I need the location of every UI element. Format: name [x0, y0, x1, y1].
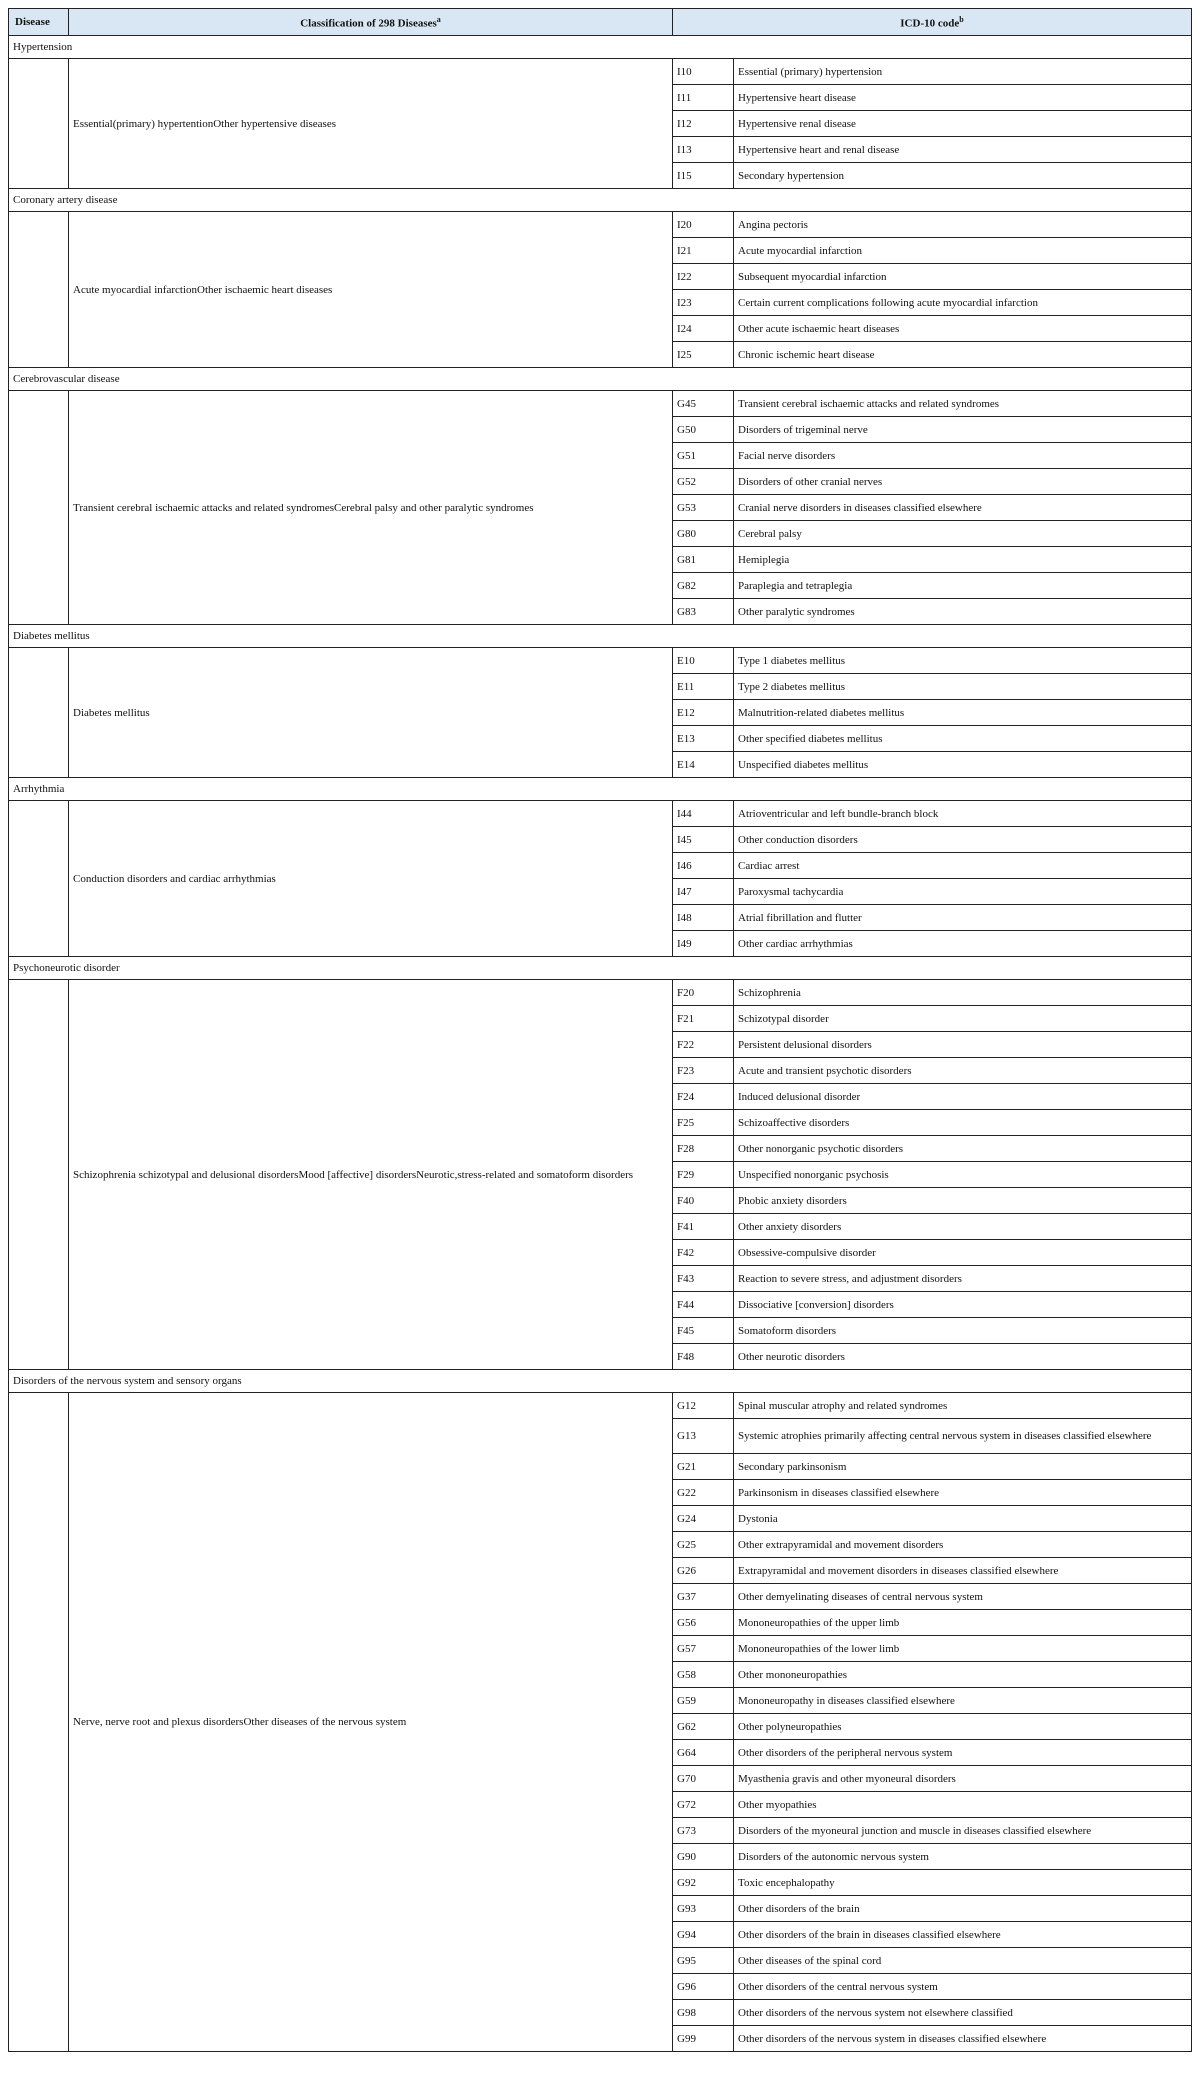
icd-description-cell: Myasthenia gravis and other myoneural disorders — [734, 1766, 1192, 1792]
icd-code-cell: I49 — [673, 931, 734, 957]
icd-code-cell: G21 — [673, 1454, 734, 1480]
icd-code-cell: E13 — [673, 726, 734, 752]
icd-description-cell: Essential (primary) hypertension — [734, 59, 1192, 85]
icd-code-cell: F45 — [673, 1318, 734, 1344]
icd-code-cell: E10 — [673, 648, 734, 674]
disease-category-row — [9, 778, 1192, 801]
icd-description-cell: Parkinsonism in diseases classified elsewhere — [734, 1480, 1192, 1506]
icd-code-cell: I15 — [673, 163, 734, 189]
icd-description-cell: Reaction to severe stress, and adjustment disorders — [734, 1266, 1192, 1292]
classification-cell: Nerve, nerve root and plexus disordersOther diseases of the nervous system — [69, 1393, 673, 2052]
icd-description-cell: Dystonia — [734, 1506, 1192, 1532]
icd-description-cell: Somatoform disorders — [734, 1318, 1192, 1344]
disease-category-row — [9, 625, 1192, 648]
icd-code-cell: I46 — [673, 853, 734, 879]
icd-code-cell: G92 — [673, 1870, 734, 1896]
icd-code-cell: G57 — [673, 1636, 734, 1662]
icd-code-cell: G52 — [673, 469, 734, 495]
icd-code-cell: F23 — [673, 1058, 734, 1084]
classification-cell: Essential(primary) hypertentionOther hypertensive diseases — [69, 59, 673, 189]
icd-code-cell: G98 — [673, 2000, 734, 2026]
icd-description-cell: Other disorders of the peripheral nervous system — [734, 1740, 1192, 1766]
header-disease: Disease — [9, 9, 69, 36]
icd-description-cell: Other paralytic syndromes — [734, 599, 1192, 625]
icd-description-cell: Other myopathies — [734, 1792, 1192, 1818]
icd-description-cell: Acute myocardial infarction — [734, 238, 1192, 264]
disease-category-label: Arrhythmia — [9, 778, 1192, 801]
icd-classification-table — [8, 8, 1192, 2052]
icd-description-cell: Paraplegia and tetraplegia — [734, 573, 1192, 599]
icd-description-cell: Hypertensive heart and renal disease — [734, 137, 1192, 163]
icd-description-cell: Mononeuropathy in diseases classified elsewhere — [734, 1688, 1192, 1714]
icd-code-cell: I25 — [673, 342, 734, 368]
icd-description-cell: Other demyelinating diseases of central nervous system — [734, 1584, 1192, 1610]
icd-code-cell: G25 — [673, 1532, 734, 1558]
icd-code-cell: I24 — [673, 316, 734, 342]
classification-cell: Diabetes mellitus — [69, 648, 673, 778]
icd-description-cell: Chronic ischemic heart disease — [734, 342, 1192, 368]
icd-code-cell: F41 — [673, 1214, 734, 1240]
icd-code-cell: I20 — [673, 212, 734, 238]
icd-description-cell: Certain current complications following acute myocardial infarction — [734, 290, 1192, 316]
icd-code-cell: G99 — [673, 2026, 734, 2052]
icd-description-cell: Disorders of other cranial nerves — [734, 469, 1192, 495]
icd-description-cell: Other specified diabetes mellitus — [734, 726, 1192, 752]
icd-description-cell: Dissociative [conversion] disorders — [734, 1292, 1192, 1318]
indent-cell — [9, 212, 69, 368]
disease-category-row — [9, 189, 1192, 212]
icd-code-cell: I23 — [673, 290, 734, 316]
icd-description-cell: Schizotypal disorder — [734, 1006, 1192, 1032]
icd-description-cell: Other polyneuropathies — [734, 1714, 1192, 1740]
icd-code-cell: G56 — [673, 1610, 734, 1636]
icd-code-cell: I44 — [673, 801, 734, 827]
icd-description-cell: Facial nerve disorders — [734, 443, 1192, 469]
icd-code-cell: G72 — [673, 1792, 734, 1818]
icd-description-cell: Extrapyramidal and movement disorders in diseases classified elsewhere — [734, 1558, 1192, 1584]
icd-description-cell: Disorders of the autonomic nervous system — [734, 1844, 1192, 1870]
icd-description-cell: Disorders of the myoneural junction and muscle in diseases classified elsewhere — [734, 1818, 1192, 1844]
icd-code-cell: G62 — [673, 1714, 734, 1740]
indent-cell — [9, 59, 69, 189]
icd-description-cell: Acute and transient psychotic disorders — [734, 1058, 1192, 1084]
icd-code-cell: I12 — [673, 111, 734, 137]
icd-description-cell: Toxic encephalopathy — [734, 1870, 1192, 1896]
icd-description-cell: Secondary hypertension — [734, 163, 1192, 189]
icd-description-cell: Transient cerebral ischaemic attacks and related syndromes — [734, 391, 1192, 417]
icd-description-cell: Type 2 diabetes mellitus — [734, 674, 1192, 700]
icd-code-cell: F28 — [673, 1136, 734, 1162]
icd-code-cell: G64 — [673, 1740, 734, 1766]
table-header-row — [9, 9, 1192, 36]
icd-description-cell: Mononeuropathies of the upper limb — [734, 1610, 1192, 1636]
indent-cell — [9, 1393, 69, 2052]
icd-code-cell: I48 — [673, 905, 734, 931]
icd-description-cell: Atrial fibrillation and flutter — [734, 905, 1192, 931]
icd-description-cell: Hemiplegia — [734, 547, 1192, 573]
icd-description-cell: Secondary parkinsonism — [734, 1454, 1192, 1480]
icd-code-cell: F29 — [673, 1162, 734, 1188]
icd-code-cell: E12 — [673, 700, 734, 726]
icd-code-cell: G59 — [673, 1688, 734, 1714]
table-row — [9, 801, 1192, 827]
table-row — [9, 648, 1192, 674]
icd-code-cell: E11 — [673, 674, 734, 700]
icd-description-cell: Cerebral palsy — [734, 521, 1192, 547]
icd-description-cell: Other anxiety disorders — [734, 1214, 1192, 1240]
icd-code-cell: G45 — [673, 391, 734, 417]
classification-cell: Transient cerebral ischaemic attacks and related syndromesCerebral palsy and other paralytic syndromes — [69, 391, 673, 625]
icd-description-cell: Schizophrenia — [734, 980, 1192, 1006]
table-row — [9, 980, 1192, 1006]
icd-code-cell: G58 — [673, 1662, 734, 1688]
icd-description-cell: Phobic anxiety disorders — [734, 1188, 1192, 1214]
icd-description-cell: Type 1 diabetes mellitus — [734, 648, 1192, 674]
icd-code-cell: F43 — [673, 1266, 734, 1292]
disease-category-label: Hypertension — [9, 36, 1192, 59]
icd-description-cell: Other neurotic disorders — [734, 1344, 1192, 1370]
icd-code-cell: G50 — [673, 417, 734, 443]
icd-description-cell: Unspecified diabetes mellitus — [734, 752, 1192, 778]
icd-description-cell: Unspecified nonorganic psychosis — [734, 1162, 1192, 1188]
disease-category-row — [9, 957, 1192, 980]
icd-code-cell: G24 — [673, 1506, 734, 1532]
icd-code-cell: G13 — [673, 1419, 734, 1454]
disease-category-label: Psychoneurotic disorder — [9, 957, 1192, 980]
icd-code-cell: G95 — [673, 1948, 734, 1974]
icd-description-cell: Other diseases of the spinal cord — [734, 1948, 1192, 1974]
icd-code-cell: F44 — [673, 1292, 734, 1318]
icd-code-cell: G93 — [673, 1896, 734, 1922]
icd-description-cell: Angina pectoris — [734, 212, 1192, 238]
icd-code-cell: G26 — [673, 1558, 734, 1584]
icd-code-cell: F20 — [673, 980, 734, 1006]
icd-description-cell: Disorders of trigeminal nerve — [734, 417, 1192, 443]
icd-code-cell: G37 — [673, 1584, 734, 1610]
header-icd-code: ICD-10 code$^b$ — [673, 9, 1192, 36]
icd-description-cell: Other disorders of the brain in diseases classified elsewhere — [734, 1922, 1192, 1948]
icd-code-cell: I10 — [673, 59, 734, 85]
classification-cell: Conduction disorders and cardiac arrhythmias — [69, 801, 673, 957]
icd-code-cell: G80 — [673, 521, 734, 547]
icd-code-cell: F40 — [673, 1188, 734, 1214]
icd-description-cell: Other disorders of the central nervous system — [734, 1974, 1192, 2000]
icd-description-cell: Other disorders of the nervous system in diseases classified elsewhere — [734, 2026, 1192, 2052]
icd-description-cell: Induced delusional disorder — [734, 1084, 1192, 1110]
icd-code-cell: G82 — [673, 573, 734, 599]
icd-description-cell: Other mononeuropathies — [734, 1662, 1192, 1688]
disease-category-label: Disorders of the nervous system and sensory organs — [9, 1370, 1192, 1393]
icd-description-cell: Hypertensive renal disease — [734, 111, 1192, 137]
icd-description-cell: Persistent delusional disorders — [734, 1032, 1192, 1058]
icd-description-cell: Spinal muscular atrophy and related syndromes — [734, 1393, 1192, 1419]
icd-code-cell: F48 — [673, 1344, 734, 1370]
icd-description-cell: Cardiac arrest — [734, 853, 1192, 879]
icd-code-cell: G12 — [673, 1393, 734, 1419]
indent-cell — [9, 648, 69, 778]
table-row — [9, 1393, 1192, 1419]
icd-code-cell: I11 — [673, 85, 734, 111]
table-row — [9, 59, 1192, 85]
icd-code-cell: F24 — [673, 1084, 734, 1110]
icd-description-cell: Other acute ischaemic heart diseases — [734, 316, 1192, 342]
icd-description-cell: Other cardiac arrhythmias — [734, 931, 1192, 957]
icd-code-cell: I47 — [673, 879, 734, 905]
icd-code-cell: G51 — [673, 443, 734, 469]
indent-cell — [9, 980, 69, 1370]
icd-code-cell: G73 — [673, 1818, 734, 1844]
icd-code-cell: F22 — [673, 1032, 734, 1058]
table-row — [9, 212, 1192, 238]
icd-description-cell: Malnutrition-related diabetes mellitus — [734, 700, 1192, 726]
icd-description-cell: Hypertensive heart disease — [734, 85, 1192, 111]
table-body — [9, 36, 1192, 2052]
icd-description-cell: Other disorders of the brain — [734, 1896, 1192, 1922]
icd-description-cell: Atrioventricular and left bundle-branch block — [734, 801, 1192, 827]
indent-cell — [9, 801, 69, 957]
icd-code-cell: I22 — [673, 264, 734, 290]
disease-category-label: Diabetes mellitus — [9, 625, 1192, 648]
icd-description-cell: Mononeuropathies of the lower limb — [734, 1636, 1192, 1662]
classification-cell: Schizophrenia schizotypal and delusional disordersMood [affective] disordersNeurotic,stress-related and somatoform disorders — [69, 980, 673, 1370]
icd-description-cell: Paroxysmal tachycardia — [734, 879, 1192, 905]
icd-description-cell: Cranial nerve disorders in diseases classified elsewhere — [734, 495, 1192, 521]
header-classification: Classification of 298 Diseases$^a$ — [69, 9, 673, 36]
icd-code-cell: E14 — [673, 752, 734, 778]
icd-code-cell: G83 — [673, 599, 734, 625]
icd-code-cell: G94 — [673, 1922, 734, 1948]
icd-code-cell: G70 — [673, 1766, 734, 1792]
icd-description-cell: Other nonorganic psychotic disorders — [734, 1136, 1192, 1162]
disease-category-label: Coronary artery disease — [9, 189, 1192, 212]
icd-code-cell: G53 — [673, 495, 734, 521]
disease-category-row — [9, 368, 1192, 391]
icd-code-cell: G81 — [673, 547, 734, 573]
icd-description-cell: Subsequent myocardial infarction — [734, 264, 1192, 290]
icd-description-cell: Other disorders of the nervous system not elsewhere classified — [734, 2000, 1192, 2026]
icd-code-cell: I13 — [673, 137, 734, 163]
disease-category-row — [9, 36, 1192, 59]
icd-description-cell: Obsessive-compulsive disorder — [734, 1240, 1192, 1266]
icd-code-cell: I21 — [673, 238, 734, 264]
classification-cell: Acute myocardial infarctionOther ischaemic heart diseases — [69, 212, 673, 368]
icd-code-cell: G90 — [673, 1844, 734, 1870]
icd-code-cell: F21 — [673, 1006, 734, 1032]
indent-cell — [9, 391, 69, 625]
icd-description-cell: Systemic atrophies primarily affecting central nervous system in diseases classified elsewhere — [734, 1419, 1192, 1454]
disease-category-label: Cerebrovascular disease — [9, 368, 1192, 391]
icd-description-cell: Schizoaffective disorders — [734, 1110, 1192, 1136]
icd-description-cell: Other extrapyramidal and movement disorders — [734, 1532, 1192, 1558]
icd-code-cell: I45 — [673, 827, 734, 853]
disease-category-row — [9, 1370, 1192, 1393]
table-row — [9, 391, 1192, 417]
icd-code-cell: F42 — [673, 1240, 734, 1266]
icd-code-cell: G96 — [673, 1974, 734, 2000]
icd-code-cell: G22 — [673, 1480, 734, 1506]
icd-code-cell: F25 — [673, 1110, 734, 1136]
icd-description-cell: Other conduction disorders — [734, 827, 1192, 853]
